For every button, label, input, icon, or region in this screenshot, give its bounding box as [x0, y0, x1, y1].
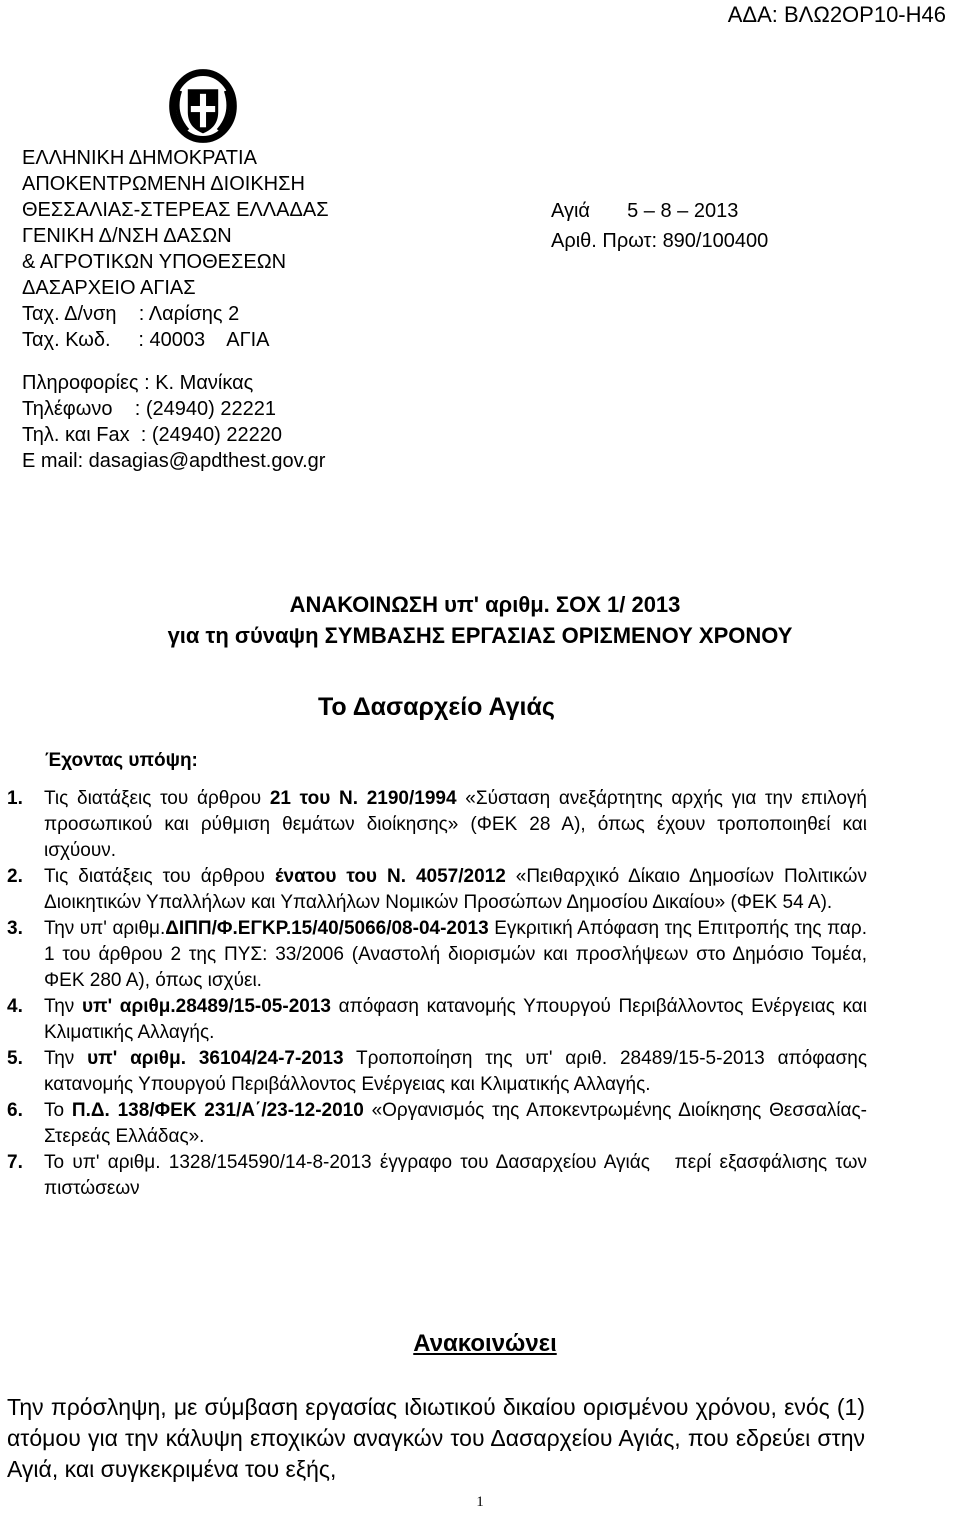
list-item [7, 916, 867, 994]
list-item [7, 864, 867, 916]
item-number: 6. [7, 1100, 23, 1121]
item-number: 7. [7, 1152, 23, 1173]
item-number: 1. [7, 788, 23, 809]
header-line: ΑΠΟΚΕΝΤΡΩΜΕΝΗ ΔΙΟΙΚΗΣΗ [22, 173, 305, 195]
legal-basis-list [7, 786, 873, 1202]
item-number: 5. [7, 1048, 23, 1069]
place: Αγιά [551, 200, 590, 222]
ada-code: ΑΔΑ: ΒΛΩ2ΟΡ10-Η46 [727, 2, 946, 27]
item-text: Τις διατάξεις του άρθρου 21 του Ν. 2190/1994 «Σύσταση ανεξάρτητης αρχής για την επιλογή προσωπικού και ρύθμιση θεμάτων διοίκησης» (ΦΕΚ 28 Α), όπως έχουν τροποποιηθεί και ισχύουν. [44, 788, 867, 861]
contact-info [22, 370, 325, 474]
considering-heading: Έχοντας υπόψη: [45, 750, 198, 771]
list-item [7, 786, 867, 864]
contact-line: Πληροφορίες : Κ. Μανίκας [22, 372, 254, 394]
issuer-header [22, 145, 329, 353]
list-item [7, 1046, 867, 1098]
item-text: Τις διατάξεις του άρθρου ένατου του Ν. 4057/2012 «Πειθαρχικό Δίκαιο Δημοσίων Πολιτικών Διοικητικών Υπαλλήλων και Υπαλλήλων Νομικών Προσώπων Δημοσίου Δικαίου» (ΦΕΚ 54 Α). [44, 866, 868, 913]
contact-line: E mail: dasagias@apdthest.gov.gr [22, 450, 326, 472]
issuing-authority: Το Δασαρχείο Αγιάς [318, 693, 555, 721]
header-line: ΓΕΝΙΚΗ Δ/ΝΣΗ ΔΑΣΩΝ [22, 225, 232, 247]
item-text: Το υπ' αριθμ. 1328/154590/14-8-2013 έγγραφο του Δασαρχείου Αγιάς περί εξασφάλισης των πιστώσεων [44, 1152, 873, 1199]
header-line: ΘΕΣΣΑΛΙΑΣ-ΣΤΕΡΕΑΣ ΕΛΛΑΔΑΣ [22, 199, 329, 221]
greek-coat-of-arms-icon [165, 68, 241, 144]
list-item [7, 994, 867, 1046]
announcement-body: Την πρόσληψη, με σύμβαση εργασίας ιδιωτικού δικαίου ορισμένου χρόνου, ενός (1) ατόμου για την κάλυψη εποχικών αναγκών του Δασαρχείου Αγιάς, που εδρεύει στην Αγιά, και συγκεκριμένα του εξής, [7, 1394, 865, 1482]
date-protocol-block [551, 196, 768, 256]
list-item [7, 1098, 867, 1150]
header-line: ΔΑΣΑΡΧΕΙΟ ΑΓΙΑΣ [22, 277, 196, 299]
protocol-number: Αριθ. Πρωτ: 890/100400 [551, 230, 769, 252]
contact-line: Τηλ. και Fax : (24940) 22220 [22, 424, 282, 446]
header-line: Ταχ. Κωδ. : 40003 ΑΓΙΑ [22, 329, 270, 351]
list-item [7, 1150, 873, 1202]
date-line [551, 196, 768, 226]
header-line: & ΑΓΡΟΤΙΚΩΝ ΥΠΟΘΕΣΕΩΝ [22, 251, 287, 273]
item-text: Την υπ' αριθμ.28489/15-05-2013 απόφαση κατανομής Υπουργού Περιβάλλοντος Ενέργειας και Κλιματικής Αλλαγής. [44, 996, 868, 1043]
header-line: Ταχ. Δ/νση : Λαρίσης 2 [22, 303, 240, 325]
announcement-title: ΑΝΑΚΟΙΝΩΣΗ υπ' αριθμ. ΣΟΧ 1/ 2013 [289, 592, 681, 617]
item-number: 2. [7, 866, 23, 887]
date: 5 – 8 – 2013 [627, 200, 739, 222]
contact-line: Τηλέφωνο : (24940) 22221 [22, 398, 276, 420]
item-number: 4. [7, 996, 23, 1017]
item-text: Την υπ' αριθμ. 36104/24-7-2013 Τροποποίηση της υπ' αριθ. 28489/15-5-2013 απόφασης κατανομής Υπουργού Περιβάλλοντος Ενέργειας και Κλιματικής Αλλαγής. [44, 1048, 867, 1095]
header-line: ΕΛΛΗΝΙΚΗ ΔΗΜΟΚΡΑΤΙΑ [22, 147, 257, 169]
item-number: 3. [7, 918, 23, 939]
page-number: 1 [476, 1494, 484, 1510]
announces-heading: Ανακοινώνει [413, 1330, 557, 1357]
item-text: Το Π.Δ. 138/ΦΕΚ 231/Α΄/23-12-2010 «Οργανισμός της Αποκεντρωμένης Διοίκησης Θεσσαλίας-Στερεάς Ελλάδας». [44, 1100, 867, 1147]
item-text: Την υπ' αριθμ.ΔΙΠΠ/Φ.ΕΓΚΡ.15/40/5066/08-04-2013 Εγκριτική Απόφαση της Επιτροπής της παρ. 1 του άρθρου 2 της ΠΥΣ: 33/2006 (Αναστολή διορισμών και προσλήψεων στο Δημόσιο Τομέα, ΦΕΚ 280 Α), όπως ισχύει. [44, 918, 867, 991]
announcement-subtitle: για τη σύναψη ΣΥΜΒΑΣΗΣ ΕΡΓΑΣΙΑΣ ΟΡΙΣΜΕΝΟΥ ΧΡΟΝΟΥ [167, 623, 793, 648]
